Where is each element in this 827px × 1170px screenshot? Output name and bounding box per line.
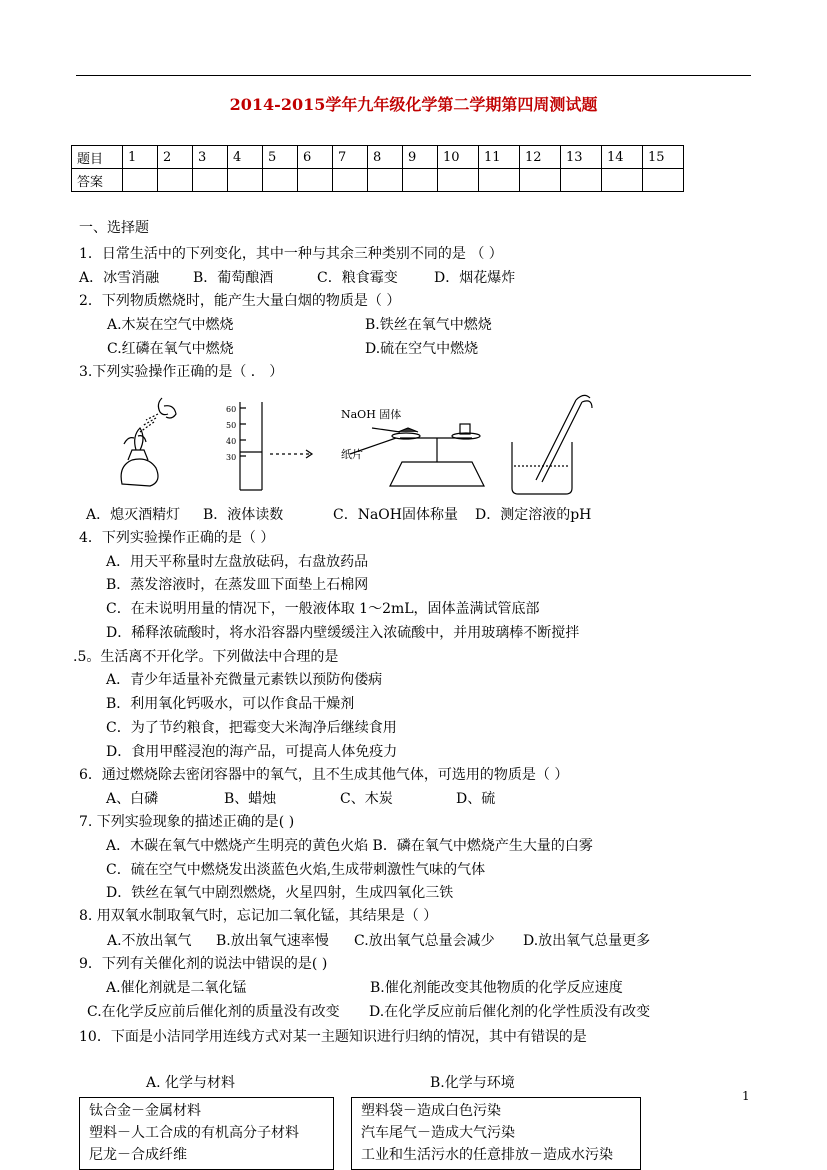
table-cell: 11 bbox=[479, 146, 520, 169]
q10-b-heading: B.化学与环境 bbox=[430, 1075, 515, 1091]
q8-option-b: B.放出氧气速率慢 bbox=[216, 933, 329, 949]
q1-option-b: B．葡萄酿酒 bbox=[193, 270, 274, 286]
label-paper: 纸片 bbox=[341, 448, 363, 461]
page-title: 2014-2015学年九年级化学第二学期第四周测试题 bbox=[229, 95, 598, 114]
q7-option-d: D．铁丝在氧气中剧烈燃烧，火星四射，生成四氧化三铁 bbox=[106, 885, 454, 901]
q1-option-d: D．烟花爆炸 bbox=[434, 270, 516, 286]
cylinder-figure bbox=[240, 402, 312, 490]
q6-option-b: B、蜡烛 bbox=[224, 791, 277, 807]
table-cell: 1 bbox=[123, 146, 158, 169]
beaker-figure bbox=[512, 395, 592, 494]
table-row bbox=[72, 169, 684, 192]
q2-option-c: C.红磷在氧气中燃烧 bbox=[107, 341, 234, 357]
q9-option-d: D.在化学反应前后催化剂的化学性质没有改变 bbox=[369, 1004, 651, 1020]
table-cell: 10 bbox=[438, 146, 479, 169]
q5-option-c: C．为了节约粮食，把霉变大米淘净后继续食用 bbox=[106, 720, 397, 736]
answer-cell[interactable] bbox=[520, 169, 561, 192]
label-naoh-solid: NaOH 固体 bbox=[341, 408, 402, 421]
q3-option-b: B．液体读数 bbox=[203, 507, 284, 523]
q9-option-a: A.催化剂就是二氧化锰 bbox=[106, 980, 247, 996]
table-header-cell: 答案 bbox=[72, 169, 123, 192]
table-cell: 8 bbox=[368, 146, 403, 169]
answer-cell[interactable] bbox=[561, 169, 602, 192]
q10-a-line-2: 塑料－人工合成的有机高分子材料 bbox=[89, 1125, 299, 1141]
q10-a-line-3: 尼龙－合成纤维 bbox=[89, 1147, 187, 1163]
header-rule bbox=[76, 75, 751, 76]
answer-cell[interactable] bbox=[263, 169, 298, 192]
question-2-stem: 2．下列物质燃烧时，能产生大量白烟的物质是（ ） bbox=[79, 293, 401, 309]
q4-option-c: C．在未说明用量的情况下，一般液体取 1～2mL，固体盖满试管底部 bbox=[106, 601, 540, 617]
table-cell: 2 bbox=[158, 146, 193, 169]
q9-option-c: C.在化学反应前后催化剂的质量没有改变 bbox=[87, 1004, 340, 1020]
table-cell: 14 bbox=[602, 146, 643, 169]
q7-option-c: C．硫在空气中燃烧发出淡蓝色火焰,生成带刺激性气味的气体 bbox=[106, 862, 486, 878]
q7-option-ab: A．木碳在氧气中燃烧产生明亮的黄色火焰 B．磷在氧气中燃烧产生大量的白雾 bbox=[106, 838, 593, 854]
q4-option-b: B．蒸发溶液时，在蒸发皿下面垫上石棉网 bbox=[106, 577, 369, 593]
answer-cell[interactable] bbox=[228, 169, 263, 192]
cylinder-tick-50: 50 bbox=[226, 421, 237, 430]
q9-option-b: B.催化剂能改变其他物质的化学反应速度 bbox=[370, 980, 623, 996]
answer-cell[interactable] bbox=[403, 169, 438, 192]
q10-a-line-1: 钛合金－金属材料 bbox=[89, 1103, 201, 1119]
table-cell: 4 bbox=[228, 146, 263, 169]
question-3-stem: 3.下列实验操作正确的是（ ． ） bbox=[79, 364, 284, 380]
q10-b-line-1: 塑料袋－造成白色污染 bbox=[361, 1103, 501, 1119]
q10-a-heading: A. 化学与材料 bbox=[146, 1075, 236, 1091]
q5-option-b: B．利用氧化钙吸水，可以作食品干燥剂 bbox=[106, 696, 355, 712]
answer-cell[interactable] bbox=[368, 169, 403, 192]
answer-cell[interactable] bbox=[123, 169, 158, 192]
question-1-stem: 1．日常生活中的下列变化，其中一种与其余三种类别不同的是 （ ） bbox=[79, 246, 503, 262]
q3-option-c: C．NaOH固体称量 bbox=[333, 507, 458, 523]
table-cell: 3 bbox=[193, 146, 228, 169]
balance-figure bbox=[350, 424, 484, 486]
q1-option-a: A．冰雪消融 bbox=[79, 270, 160, 286]
q10-a-box bbox=[79, 1097, 334, 1170]
table-cell: 9 bbox=[403, 146, 438, 169]
answer-table bbox=[71, 145, 684, 192]
question-10-stem: 10．下面是小洁同学用连线方式对某一主题知识进行归纳的情况，其中有错误的是 bbox=[79, 1029, 587, 1045]
q2-option-a: A.木炭在空气中燃烧 bbox=[107, 317, 234, 333]
q2-option-b: B.铁丝在氧气中燃烧 bbox=[365, 317, 492, 333]
table-cell: 7 bbox=[333, 146, 368, 169]
cylinder-tick-40: 40 bbox=[226, 437, 237, 446]
table-cell: 15 bbox=[643, 146, 684, 169]
q4-option-d: D．稀释浓硫酸时，将水沿容器内壁缓缓注入浓硫酸中，并用玻璃棒不断搅拌 bbox=[106, 625, 580, 641]
answer-cell[interactable] bbox=[158, 169, 193, 192]
answer-cell[interactable] bbox=[298, 169, 333, 192]
q6-option-c: C、木炭 bbox=[340, 791, 393, 807]
q5-option-a: A．青少年适量补充微量元素铁以预防佝偻病 bbox=[106, 672, 383, 688]
q5-option-d: D．食用甲醛浸泡的海产品，可提高人体免疫力 bbox=[106, 744, 398, 760]
q3-option-a: A．熄灭酒精灯 bbox=[86, 507, 181, 523]
question-7-stem: 7. 下列实验现象的描述正确的是( ) bbox=[79, 814, 295, 830]
experiment-figures bbox=[100, 386, 620, 498]
table-cell: 12 bbox=[520, 146, 561, 169]
answer-cell[interactable] bbox=[479, 169, 520, 192]
answer-cell[interactable] bbox=[643, 169, 684, 192]
question-6-stem: 6．通过燃烧除去密闭容器中的氧气，且不生成其他气体，可选用的物质是（ ） bbox=[79, 767, 569, 783]
page-number: 1 bbox=[742, 1089, 750, 1103]
table-cell: 13 bbox=[561, 146, 602, 169]
q6-option-d: D、硫 bbox=[456, 791, 496, 807]
section-heading: 一、选择题 bbox=[79, 220, 149, 236]
table-header-cell: 题目 bbox=[72, 146, 123, 169]
q10-b-line-2: 汽车尾气－造成大气污染 bbox=[361, 1125, 515, 1141]
answer-cell[interactable] bbox=[438, 169, 479, 192]
alcohol-lamp-figure bbox=[121, 398, 176, 486]
cylinder-tick-30: 30 bbox=[226, 453, 237, 462]
table-row bbox=[72, 146, 684, 169]
q2-option-d: D.硫在空气中燃烧 bbox=[365, 341, 479, 357]
answer-cell[interactable] bbox=[602, 169, 643, 192]
q10-b-line-3: 工业和生活污水的任意排放－造成水污染 bbox=[361, 1147, 613, 1163]
question-8-stem: 8. 用双氧水制取氧气时，忘记加二氧化锰，其结果是（ ） bbox=[79, 908, 438, 924]
q10-b-box bbox=[351, 1097, 641, 1170]
answer-cell[interactable] bbox=[333, 169, 368, 192]
q4-option-a: A．用天平称量时左盘放砝码，右盘放药品 bbox=[106, 554, 369, 570]
table-cell: 5 bbox=[263, 146, 298, 169]
q1-option-c: C．粮食霉变 bbox=[317, 270, 398, 286]
question-9-stem: 9．下列有关催化剂的说法中错误的是( ) bbox=[79, 956, 328, 972]
question-5-stem: .5。生活离不开化学。下列做法中合理的是 bbox=[73, 649, 339, 665]
answer-cell[interactable] bbox=[193, 169, 228, 192]
q3-option-d: D．测定溶液的pH bbox=[475, 507, 592, 523]
cylinder-tick-60: 60 bbox=[226, 405, 237, 414]
q8-option-d: D.放出氧气总量更多 bbox=[523, 933, 651, 949]
question-4-stem: 4．下列实验操作正确的是（ ） bbox=[79, 530, 275, 546]
table-cell: 6 bbox=[298, 146, 333, 169]
q6-option-a: A、白磷 bbox=[106, 791, 159, 807]
q8-option-c: C.放出氧气总量会减少 bbox=[354, 933, 495, 949]
q8-option-a: A.不放出氧气 bbox=[107, 933, 192, 949]
